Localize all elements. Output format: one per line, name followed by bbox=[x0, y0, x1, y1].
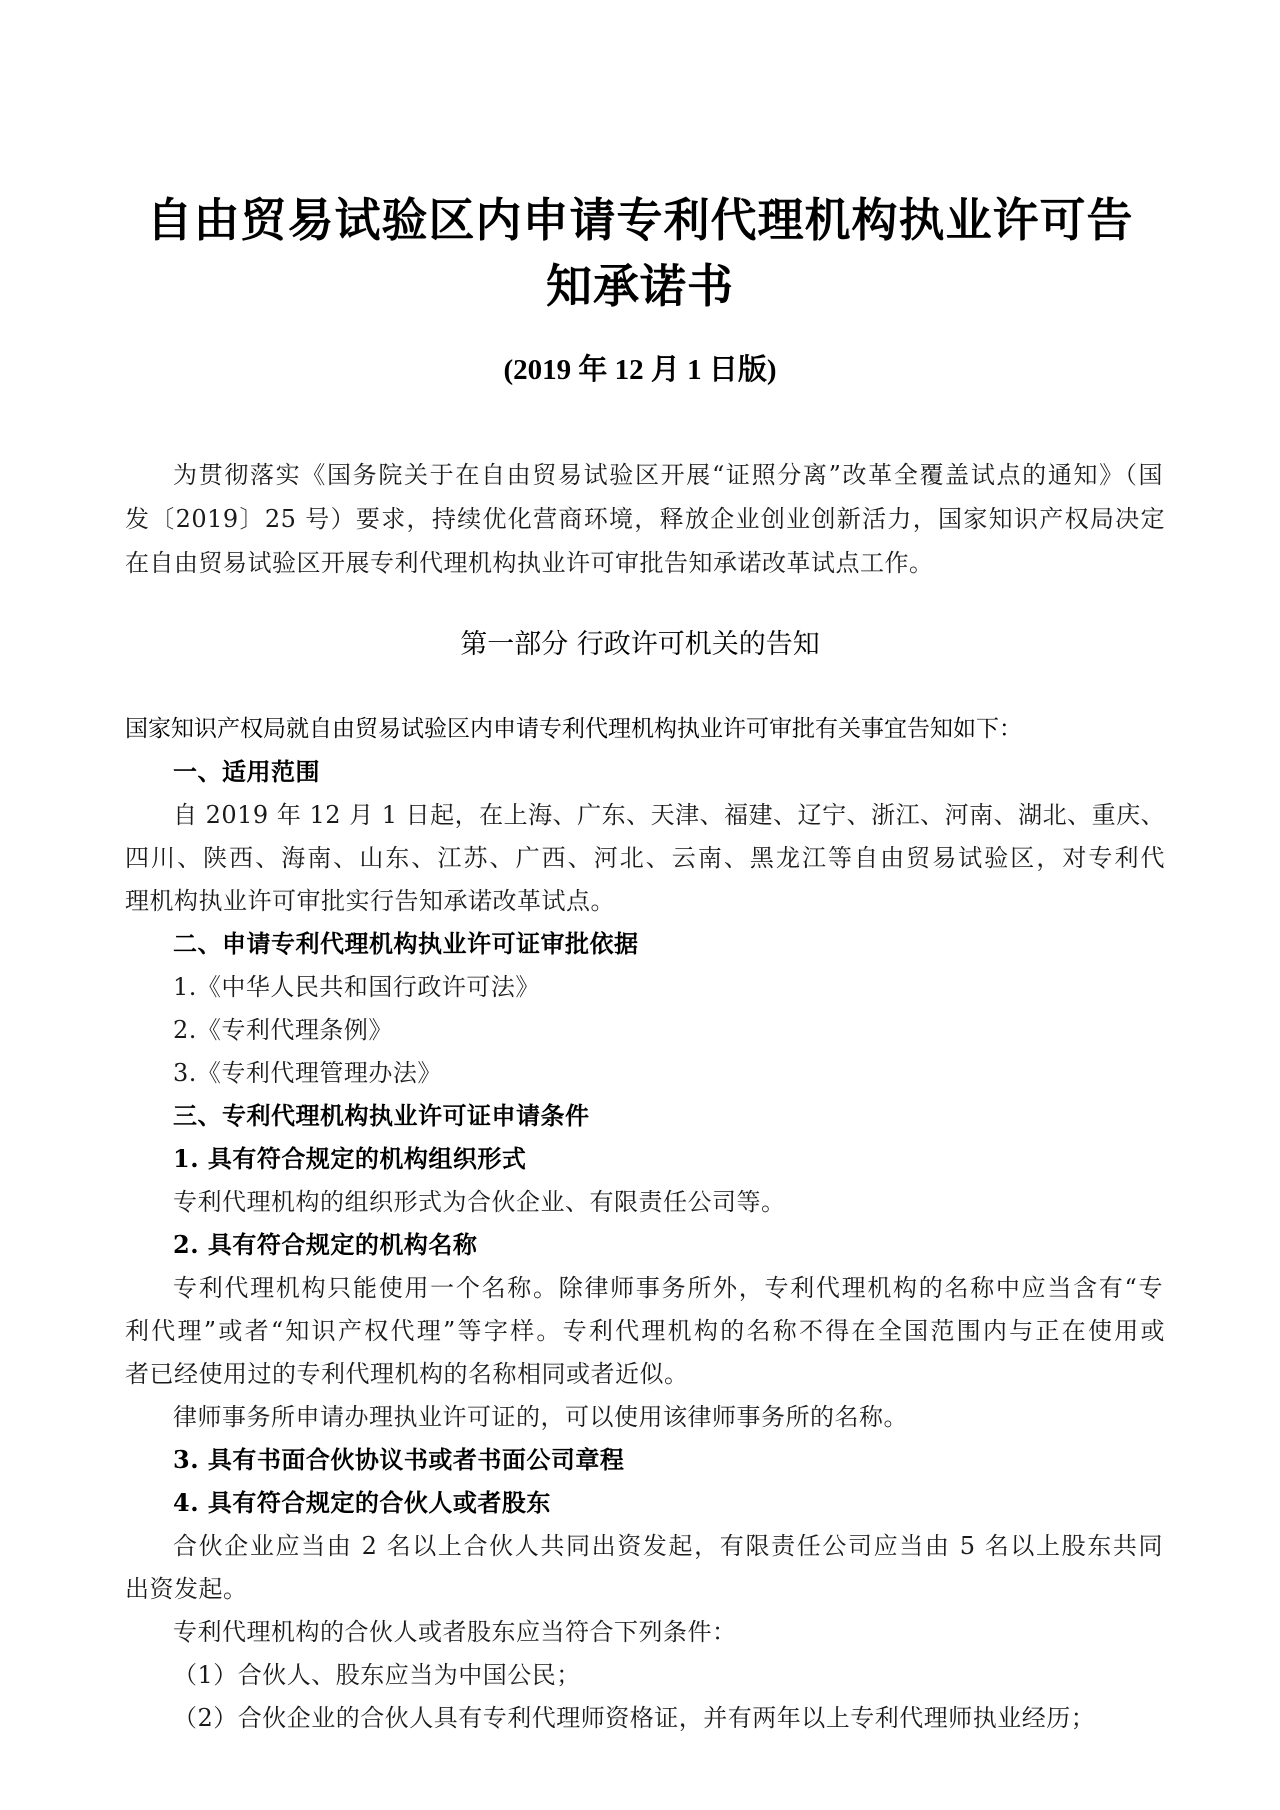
condition-2-line-3: 者已经使用过的专利代理机构的名称相同或者近似。 bbox=[125, 1360, 689, 1388]
section-3-heading: 三、专利代理机构执业许可证申请条件 bbox=[173, 1101, 590, 1130]
section-1-line-3: 理机构执业许可审批实行告知承诺改革试点。 bbox=[125, 887, 615, 915]
document-title-line-2: 知承诺书 bbox=[546, 259, 734, 313]
section-1-line-1: 自 2019 年 12 月 1 日起，在上海、广东、天津、福建、辽宁、浙江、河南、湖北、重庆、 bbox=[173, 801, 1166, 829]
condition-1-heading: 1. 具有符合规定的机构组织形式 bbox=[173, 1144, 527, 1173]
condition-4-text-2: 专利代理机构的合伙人或者股东应当符合下列条件： bbox=[173, 1618, 737, 1646]
condition-2-heading: 2. 具有符合规定的机构名称 bbox=[173, 1230, 478, 1259]
section-1-line-2: 四川、陕西、海南、山东、江苏、广西、河北、云南、黑龙江等自由贸易试验区，对专利代 bbox=[125, 844, 1165, 872]
intro-line-1: 为贯彻落实《国务院关于在自由贸易试验区开展“证照分离”改革全覆盖试点的通知》（国 bbox=[173, 461, 1163, 489]
section-2-heading: 二、申请专利代理机构执业许可证审批依据 bbox=[173, 929, 639, 958]
section-1-heading: 一、适用范围 bbox=[173, 757, 320, 786]
partner-requirement-1: （1）合伙人、股东应当为中国公民； bbox=[173, 1661, 581, 1689]
condition-4-line-2: 出资发起。 bbox=[125, 1575, 248, 1603]
condition-2-line-1: 专利代理机构只能使用一个名称。除律师事务所外，专利代理机构的名称中应当含有“专 bbox=[173, 1274, 1163, 1302]
basis-item-3: 3.《专利代理管理办法》 bbox=[173, 1059, 442, 1087]
intro-line-3: 在自由贸易试验区开展专利代理机构执业许可审批告知承诺改革试点工作。 bbox=[125, 549, 934, 577]
condition-4-heading: 4. 具有符合规定的合伙人或者股东 bbox=[173, 1488, 551, 1517]
document-title-line-1: 自由贸易试验区内申请专利代理机构执业许可告 bbox=[146, 193, 1134, 247]
condition-2-line-2: 利代理”或者“知识产权代理”等字样。专利代理机构的名称不得在全国范围内与正在使用或 bbox=[125, 1317, 1165, 1345]
condition-4-line-1: 合伙企业应当由 2 名以上合伙人共同出资发起，有限责任公司应当由 5 名以上股东共同 bbox=[173, 1532, 1163, 1560]
basis-item-1: 1.《中华人民共和国行政许可法》 bbox=[173, 973, 540, 1001]
edition-date: (2019 年 12 月 1 日版) bbox=[503, 354, 777, 386]
condition-3-heading: 3. 具有书面合伙协议书或者书面公司章程 bbox=[173, 1445, 625, 1474]
lead-paragraph: 国家知识产权局就自由贸易试验区内申请专利代理机构执业许可审批有关事宜告知如下： bbox=[125, 716, 1022, 742]
basis-item-2: 2.《专利代理条例》 bbox=[173, 1016, 393, 1044]
intro-line-2: 发〔2019〕25 号）要求，持续优化营商环境，释放企业创业创新活力，国家知识产权局决定 bbox=[125, 505, 1165, 533]
partner-requirement-2: （2）合伙企业的合伙人具有专利代理师资格证，并有两年以上专利代理师执业经历； bbox=[173, 1704, 1096, 1732]
condition-1-text: 专利代理机构的组织形式为合伙企业、有限责任公司等。 bbox=[173, 1188, 786, 1216]
part-one-heading: 第一部分 行政许可机关的告知 bbox=[460, 629, 820, 660]
condition-2-text-2: 律师事务所申请办理执业许可证的，可以使用该律师事务所的名称。 bbox=[173, 1403, 908, 1431]
